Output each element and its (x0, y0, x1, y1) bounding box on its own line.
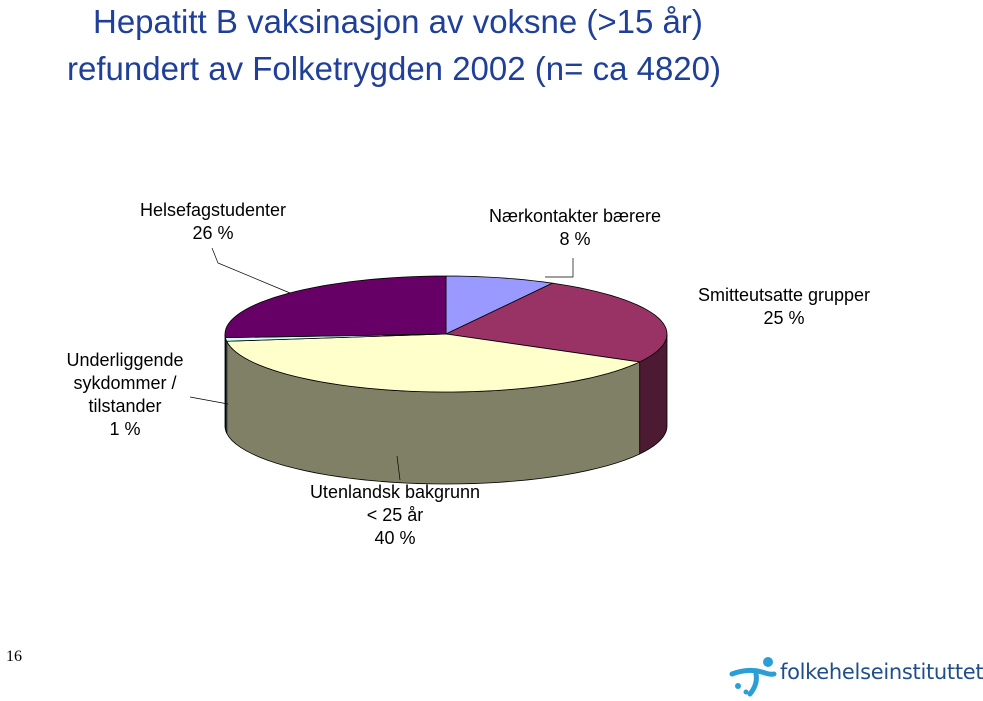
label-smitteutsatte (684, 284, 884, 330)
leader-line-naerkontakter (545, 258, 573, 277)
label-underliggende-line1: Underliggende (66, 350, 184, 370)
label-smitteutsatte-name: Smitteutsatte grupper (697, 285, 871, 305)
label-helsefagstudenter-name: Helsefagstudenter (139, 200, 287, 220)
pie-slice-helsefagstudenter (225, 276, 446, 338)
title-line-1: Hepatitt B vaksinasjon av voksne (>15 år) (93, 3, 703, 40)
label-utenlandsk (295, 481, 495, 550)
slide-number: 16 (6, 648, 22, 665)
label-utenlandsk-line2: < 25 år (366, 505, 424, 525)
label-naerkontakter-value: 8 % (559, 229, 591, 249)
leader-line-helsefagstudenter (212, 248, 290, 293)
label-utenlandsk-line1: Utenlandsk bakgrunn (309, 482, 481, 502)
label-naerkontakter (470, 205, 680, 251)
label-naerkontakter-name: Nærkontakter bærere (488, 206, 662, 226)
fhi-logo (728, 654, 983, 698)
title-line-2: refundert av Folketrygden 2002 (n= ca 4820) (67, 50, 721, 87)
label-smitteutsatte-value: 25 % (763, 308, 805, 328)
label-helsefagstudenter (128, 199, 298, 245)
label-utenlandsk-value: 40 % (374, 528, 416, 548)
fhi-logo-text: folkehelseinstituttet (780, 660, 983, 684)
label-helsefagstudenter-value: 26 % (192, 223, 234, 243)
label-underliggende (50, 349, 200, 441)
label-underliggende-line3: tilstander (88, 396, 162, 416)
label-underliggende-value: 1 % (109, 419, 141, 439)
fhi-figure-icon (728, 654, 778, 698)
label-underliggende-line2: sykdommer / (73, 373, 177, 393)
